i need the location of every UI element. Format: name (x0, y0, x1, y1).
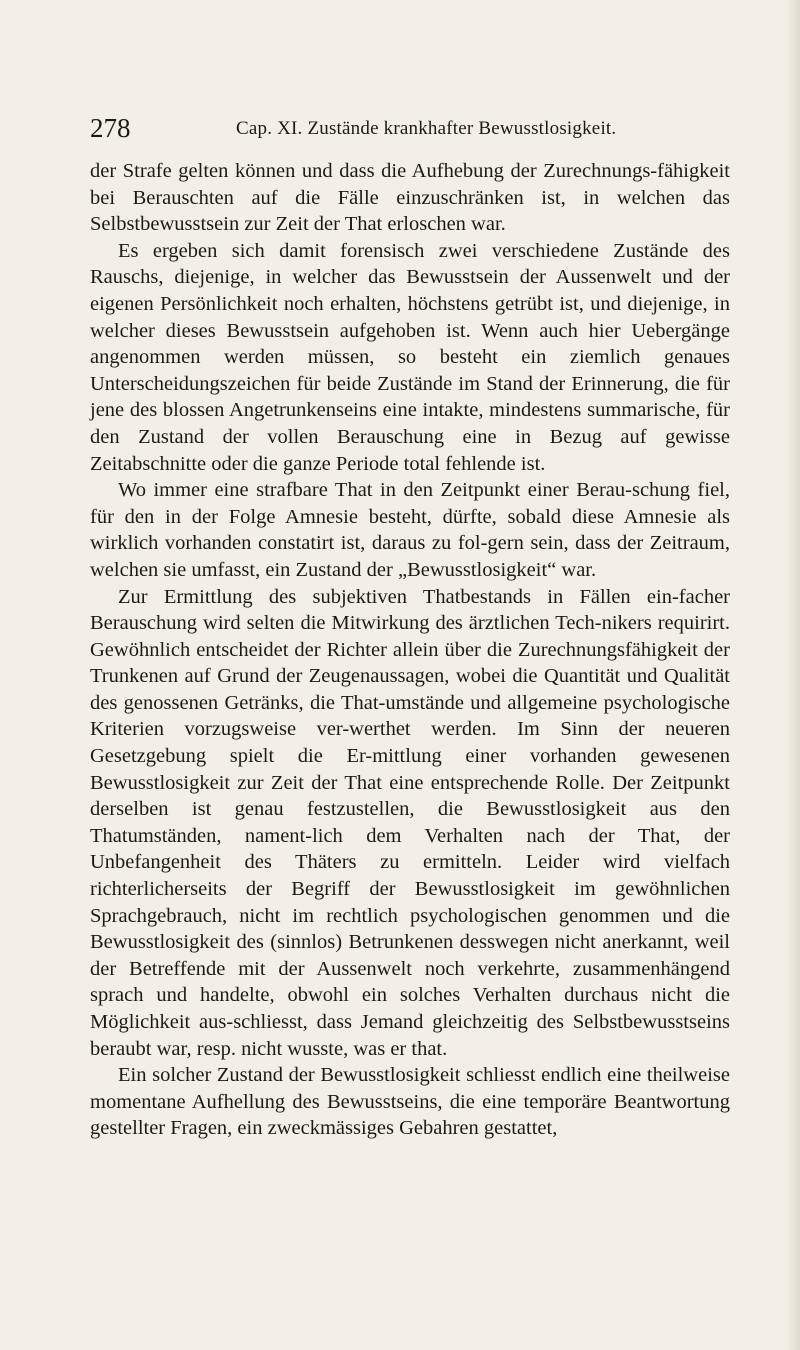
body-text (90, 158, 730, 1142)
paragraph: Es ergeben sich damit forensisch zwei verschiedene Zustände des Rauschs, diejenige, in welcher das Bewusstsein der Aussenwelt und der eigenen Persönlichkeit noch erhalten, höchstens getrübt ist, und diejenige, in welcher dieses Bewusstsein aufgehoben ist. Wenn auch hier Uebergänge angenommen werden müssen, so besteht ein ziemlich genaues Unterscheidungszeichen für beide Zustände im Stand der Erinnerung, die für jene des blossen Angetrunkenseins eine intakte, mindestens summarische, für den Zustand der vollen Berauschung eine in Bezug auf gewisse Zeitabschnitte oder die ganze Periode total fehlende ist. (90, 239, 730, 475)
running-head (90, 113, 730, 143)
page-number: 278 (90, 113, 131, 143)
paragraph-continued: der Strafe gelten können und dass die Aufhebung der Zurechnungs-fähigkeit bei Berauschten auf die Fälle einzuschränken ist, in welchen das Selbstbewusstsein zur Zeit der That erloschen war. (90, 160, 730, 236)
running-title: Cap. XI. Zustände krankhafter Bewusstlosigkeit. (236, 118, 617, 139)
page-edge-shadow (786, 0, 800, 1350)
paragraph: Zur Ermittlung des subjektiven Thatbestands in Fällen ein-facher Berauschung wird selten die Mitwirkung des ärztlichen Tech-nikers requirirt. Gewöhnlich entscheidet der Richter allein über die Zurechnungsfähigkeit der Trunkenen auf Grund der Zeugenaussagen, wobei die Quantität und Qualität des genossenen Getränks, die That-umstände und allgemeine psychologische Kriterien vorzugsweise ver-werthet werden. Im Sinn der neueren Gesetzgebung spielt die Er-mittlung einer vorhanden gewesenen Bewusstlosigkeit zur Zeit der That eine entsprechende Rolle. Der Zeitpunkt derselben ist genau festzustellen, die Bewusstlosigkeit aus den Thatumständen, nament-lich dem Verhalten nach der That, der Unbefangenheit des Thäters zu ermitteln. Leider wird vielfach richterlicherseits der Begriff der Bewusstlosigkeit im gewöhnlichen Sprachgebrauch, nicht im rechtlich psychologischen genommen und die Bewusstlosigkeit des (sinnlos) Betrunkenen desswegen nicht anerkannt, weil der Betreffende mit der Aussenwelt noch verkehrte, zusammenhängend sprach und handelte, obwohl ein solches Verhalten durchaus nicht die Möglichkeit aus-schliesst, dass Jemand gleichzeitig des Selbstbewusstseins beraubt war, resp. nicht wusste, was er that. (90, 585, 730, 1060)
paragraph: Wo immer eine strafbare That in den Zeitpunkt einer Berau-schung fiel, für den in der Folge Amnesie besteht, dürfte, sobald diese Amnesie als wirklich vorhanden constatirt ist, daraus zu fol-gern sein, dass der Zeitraum, welchen sie umfasst, ein Zustand der „Bewusstlosigkeit“ war. (90, 479, 730, 581)
paragraph: Ein solcher Zustand der Bewusstlosigkeit schliesst endlich eine theilweise momentane Aufhellung des Bewusstseins, die eine temporäre Beantwortung gestellter Fragen, ein zweckmässiges Gebahren gestattet, (90, 1064, 730, 1140)
